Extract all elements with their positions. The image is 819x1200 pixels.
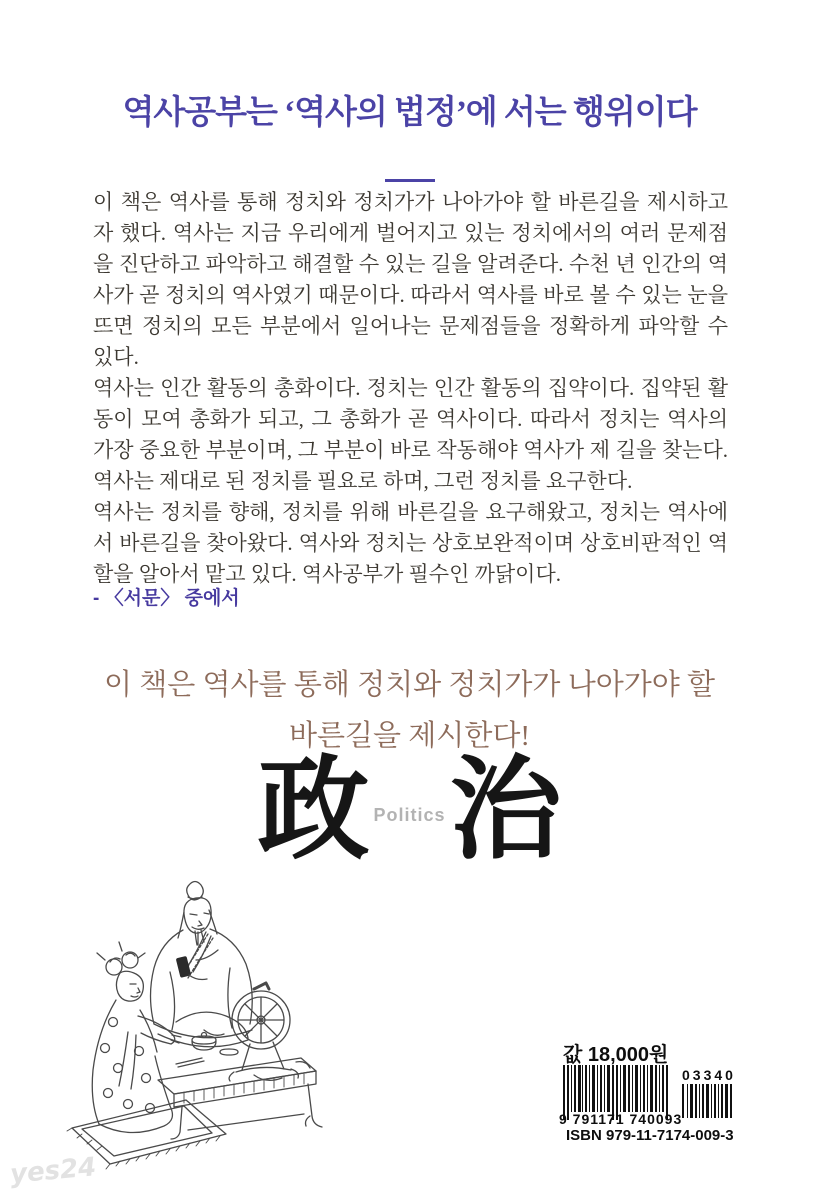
hanja-left-char: 政 <box>257 749 370 873</box>
man-head <box>184 898 211 933</box>
hanja-right-char: 治 <box>449 749 562 873</box>
table-top <box>158 1058 316 1094</box>
ean-number: 9 791171 740093 <box>559 1111 683 1127</box>
woman-hair-bun-right <box>122 952 138 968</box>
woman-skirt <box>99 1056 172 1133</box>
divider-rule <box>385 179 435 182</box>
brush <box>176 1058 204 1067</box>
price-label: 값 18,000원 <box>563 1044 669 1066</box>
man-topknot <box>187 882 204 900</box>
dish <box>220 1049 238 1055</box>
preface-excerpt <box>93 187 728 590</box>
hanja-title <box>0 749 819 873</box>
man-robe <box>151 929 253 1024</box>
addon-barcode <box>682 1084 734 1118</box>
table-apron <box>174 1071 316 1107</box>
preface-paragraph-2: 역사는 인간 활동의 총화이다. 정치는 인간 활동의 집약이다. 집약된 활동이 모여 총화가 되고, 그 총화가 곧 역사이다. 따라서 정치는 역사의 가장 중요한 부분이며, 그 부분이 바로 작동해야 역사가 제 길을 찾는다. 역사는 제대로 된 정치를 필요로 하며, 그런 정치를 요구한다. <box>93 376 728 493</box>
tagline-line-1: 이 책은 역사를 통해 정치와 정치가가 나아가야 할 <box>103 669 716 701</box>
woman-sash <box>119 1032 136 1089</box>
bookstore-watermark: yes24 <box>8 1152 98 1190</box>
scholars-line-drawing <box>58 872 390 1170</box>
quote-source: - 〈서문〉 중에서 <box>93 588 240 609</box>
isbn-label: ISBN 979-11-7174-009-3 <box>566 1127 734 1144</box>
wheel-top-band <box>254 983 269 989</box>
addon-code-number: 03340 <box>682 1067 736 1083</box>
tagline <box>0 660 819 762</box>
tagline-line-2: 바른길을 제시한다! <box>288 720 531 752</box>
preface-paragraph-3: 역사는 정치를 향해, 정치를 위해 바른길을 요구해왔고, 정치는 역사에서 바른길을 찾아왔다. 역사와 정치는 상호보완적이며 상호비판적인 역할을 알아서 맡고 있다. 역사공부가 필수인 까닭이다. <box>93 500 728 586</box>
politics-caption: Politics <box>373 804 446 825</box>
headline: 역사공부는 ‘역사의 법정’에 서는 행위이다 <box>122 95 697 131</box>
wheel-spokes <box>238 997 284 1043</box>
preface-paragraph-1: 이 책은 역사를 통해 정치와 정치가가 나아가야 할 바른길을 제시하고자 했다. 역사는 지금 우리에게 벌어지고 있는 정치에서의 여러 문제점을 진단하고 파악하고 해결할 수 있는 길을 알려준다. 수천 년 인간의 역사가 곧 정치의 역사였기 때문이다. 따라서 역사를 바로 볼 수 있는 눈을 뜨면 정치의 모든 부분에서 일어나는 문제점들을 정확하게 파악할 수 있다. <box>93 190 728 369</box>
woman-head <box>116 971 143 1001</box>
